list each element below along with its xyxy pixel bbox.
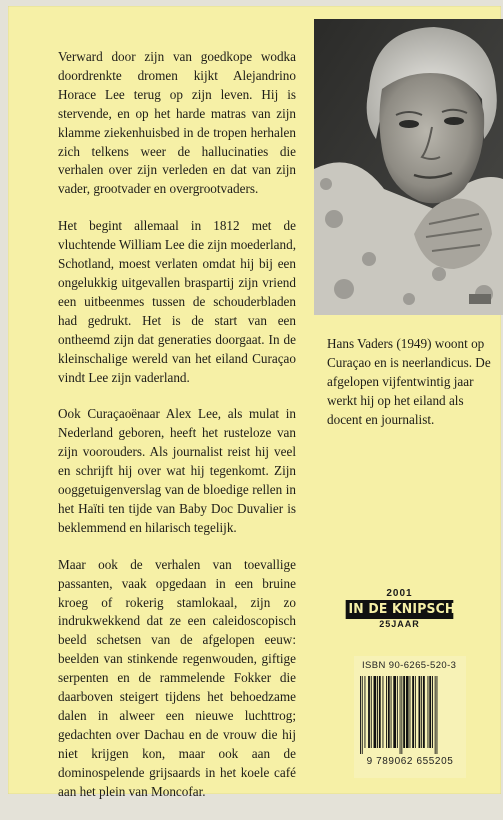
barcode-bar bbox=[421, 676, 422, 748]
barcode-bar bbox=[429, 676, 431, 748]
barcode-bar bbox=[423, 676, 425, 748]
author-photo bbox=[314, 19, 503, 315]
barcode-bar bbox=[371, 676, 372, 748]
barcode-bar bbox=[374, 676, 377, 748]
barcode-bar bbox=[391, 676, 392, 748]
barcode-bar bbox=[383, 676, 384, 748]
barcode-bar bbox=[386, 676, 387, 748]
barcode-bar bbox=[406, 676, 409, 748]
author-photo-image bbox=[314, 19, 503, 315]
ean-number: 9 789062 655205 bbox=[366, 756, 454, 767]
publisher-name: IN DE KNIPSCHEER bbox=[346, 600, 454, 619]
barcode-bar bbox=[401, 676, 402, 754]
author-bio: Hans Vaders (1949) woont op Curaçao en is neerlandicus. De afgelopen vijfentwintig jaar werkt hij op het eiland als docent en journalist. bbox=[327, 336, 491, 427]
barcode-bar bbox=[365, 676, 366, 748]
blurb-paragraph-2: Het begint allemaal in 1812 met de vluchtende William Lee die zijn moederland, Schotland, moest verlaten omdat hij bij een ongelukkig uitgevallen braspartij zijn vriend een uitbeenmes tussen de schouderbladen had gedrukt. Het is de start van een ontheemd zijn dat generaties doorgaat. In de kleinschalige wereld van het eiland Curaçao vindt Lee zijn vaderland. bbox=[58, 218, 296, 385]
barcode-bar bbox=[437, 676, 438, 754]
blurb-paragraph-1: Verward door zijn van goedkope wodka doordrenkte dromen kijkt Alejandrino Horace Lee terug op zijn leven. Hij is stervende, en op het harde matras van zijn klamme ziekenhuisbed in de tropen herhalen zich telkens weer de hallucinaties die verhalen over zijn verleden en dat van zijn vader, grootvader en overgrootvaders. bbox=[58, 49, 296, 197]
barcode-bar bbox=[388, 676, 390, 748]
barcode-bar bbox=[362, 676, 363, 754]
barcode-bar bbox=[419, 676, 421, 748]
barcode-block bbox=[354, 656, 466, 778]
barcode-bar bbox=[412, 676, 414, 748]
publisher-logo bbox=[341, 588, 483, 648]
barcode-bar bbox=[432, 676, 433, 748]
publisher-anniversary: 25JAAR bbox=[379, 619, 420, 629]
barcode-bar bbox=[377, 676, 378, 748]
barcode-bar bbox=[428, 676, 429, 748]
blurb-paragraph-4: Maar ook de verhalen van toevallige passanten, vaak opgedaan in een bruine kroeg of rokerig stamlokaal, zijn zo indrukwekkend dat ze een caleidoscopisch beeld schetsen van de afgelopen eeuw: beelden van stinkende regenwouden, giftige serpenten en de rammelende Fokker die daarboven steigert tijdens het behoedzame dalen in alweer een nieuwe luchttrog; gedachten over Dachau en de vrouw die hij niet krijgen kon, maar ook aan de dominospelende grijsaards in het koele café aan het plein van Moncofar. bbox=[58, 556, 296, 799]
isbn-number: ISBN 90-6265-520-3 bbox=[362, 660, 457, 671]
barcode-icon bbox=[356, 676, 464, 754]
barcode-bar bbox=[393, 676, 396, 748]
barcode-bar bbox=[403, 676, 405, 748]
back-cover bbox=[8, 6, 501, 799]
barcode-bar bbox=[368, 676, 370, 748]
barcode-bar bbox=[435, 676, 436, 754]
barcode-bar bbox=[360, 676, 361, 754]
barcode-bar bbox=[415, 676, 416, 748]
barcode-bar bbox=[379, 676, 381, 748]
barcode-bar bbox=[397, 676, 398, 748]
publisher-year: 2001 bbox=[386, 588, 413, 599]
barcode-bar bbox=[400, 676, 401, 754]
blurb-paragraph-3: Ook Curaçaoënaar Alex Lee, als mulat in Nederland geboren, heeft het rusteloze van zijn voorouders. Als journalist reist hij veel en schrijft hij over wat hij tegenkomt. Zijn ooggetuigenverslag van de bloedige rellen in het Haïti ten tijde van Baby Doc Duvalier is beklemmend en hilarisch tegelijk. bbox=[58, 406, 296, 535]
blurb-text bbox=[58, 48, 296, 820]
barcode-bar bbox=[410, 676, 411, 748]
